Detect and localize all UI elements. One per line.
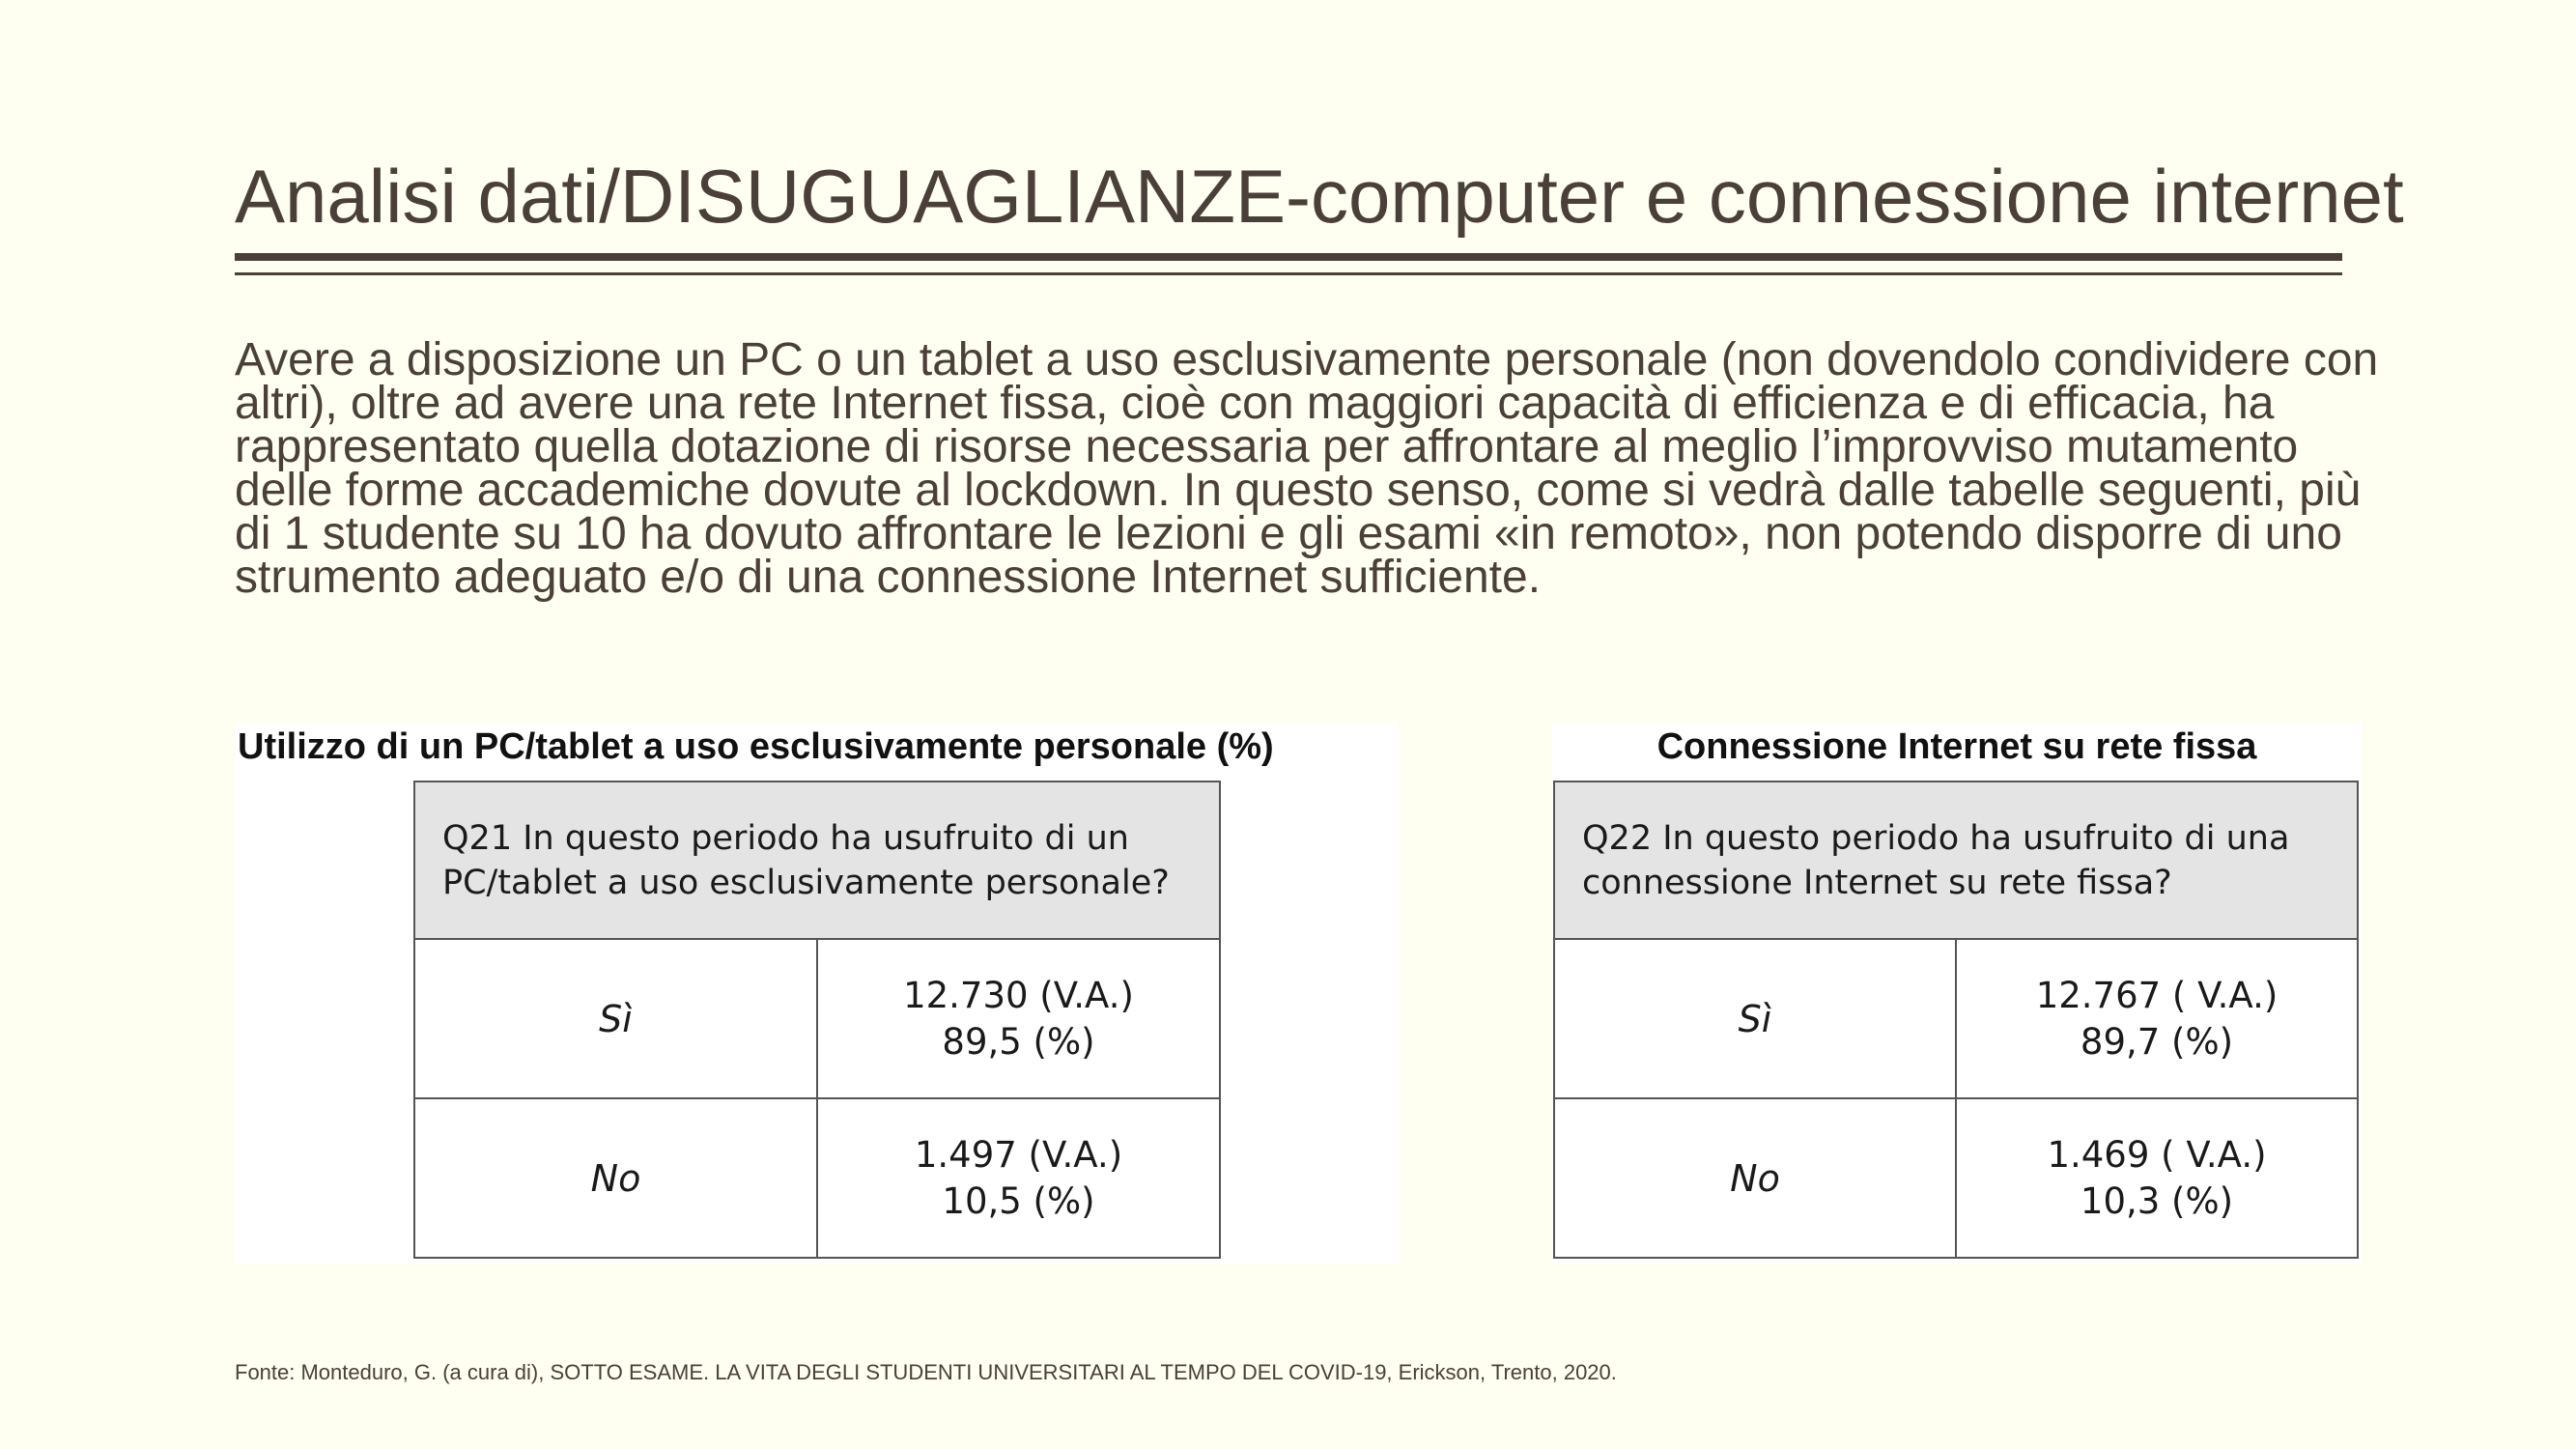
title-divider-thick [235,253,2342,261]
percent-value: 89,5 (%) [942,1020,1095,1063]
answer-cell: No [414,1098,817,1258]
table-header-row [414,781,1220,939]
question-q21: Q21 In questo periodo ha usufruito di un PC/tablet a uso esclusivamente personale? [414,781,1220,939]
count-value: 1.469 ( V.A.) [2047,1133,2267,1176]
table-row [1554,1098,2358,1258]
internet-connection-table-block [1552,723,2362,1264]
value-cell [1956,939,2358,1098]
table-row [1554,939,2358,1098]
table-row [414,939,1220,1098]
count-value: 12.767 ( V.A.) [2035,974,2279,1016]
pc-tablet-table-caption: Utilizzo di un PC/tablet a uso esclusivamente personale (%) [238,726,1274,767]
pc-tablet-table [413,781,1221,1259]
internet-connection-table [1553,781,2359,1259]
value-cell [1956,1098,2358,1258]
source-citation: Fonte: Monteduro, G. (a cura di), SOTTO ESAME. LA VITA DEGLI STUDENTI UNIVERSITARI AL TEMPO DEL COVID-19, Erickson, Trento, 2020. [235,1360,1617,1384]
answer-cell: Sì [414,939,817,1098]
answer-cell: Sì [1554,939,1956,1098]
title-divider-thin [235,272,2342,275]
body-paragraph: Avere a disposizione un PC o un tablet a uso esclusivamente personale (non dovendolo condividere con altri), oltre ad avere una rete Internet fissa, cioè con maggiori capacità di efficienza e di efficacia, ha rappresentato quella dotazione di risorse necessaria per affrontare al meglio l’improvviso mutamento delle forme accademiche dovute al lockdown. In questo senso, come si vedrà dalle tabelle seguenti, più di 1 studente su 10 ha dovuto affrontare le lezioni e gli esami «in remoto», non potendo disporre di uno strumento adeguato e/o di una connessione Internet sufficiente. [235,334,2379,603]
percent-value: 10,5 (%) [942,1179,1095,1222]
question-q22: Q22 In questo periodo ha usufruito di una connessione Internet su rete fissa? [1554,781,2358,939]
value-cell [817,1098,1220,1258]
count-value: 12.730 (V.A.) [903,974,1134,1016]
pc-tablet-table-block [235,723,1399,1264]
value-cell [817,939,1220,1098]
slide-title: Analisi dati/DISUGUAGLIANZE-computer e connessione internet [235,154,2404,239]
table-row [414,1098,1220,1258]
answer-cell: No [1554,1098,1956,1258]
table-header-row [1554,781,2358,939]
percent-value: 89,7 (%) [2080,1020,2234,1063]
internet-connection-table-caption: Connessione Internet su rete fissa [1656,726,2257,767]
count-value: 1.497 (V.A.) [914,1133,1123,1176]
percent-value: 10,3 (%) [2080,1179,2234,1222]
